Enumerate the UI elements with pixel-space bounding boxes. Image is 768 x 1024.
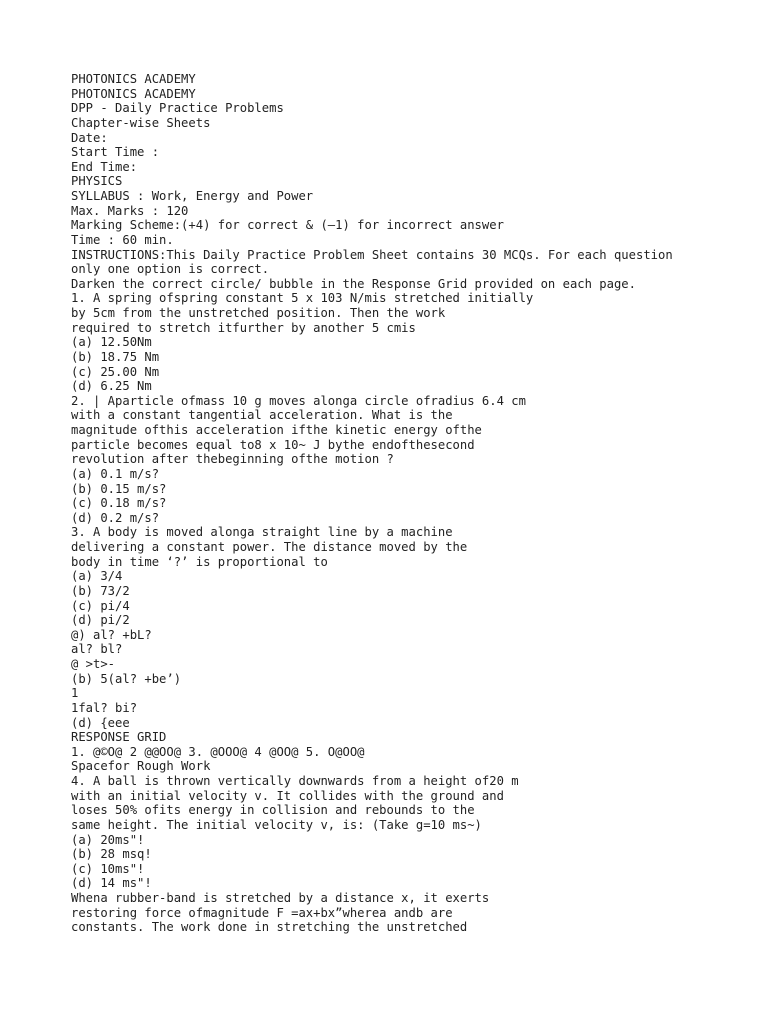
question-line: body in time ‘?’ is proportional to	[71, 554, 328, 569]
option-line: (a) 20ms"!	[71, 832, 145, 847]
text-line: 1fal? bi?	[71, 700, 138, 715]
option-line: (a) 3/4	[71, 569, 123, 584]
max-marks-line: Max. Marks : 120	[71, 203, 189, 218]
option-line: (c) 0.18 m/s?	[71, 496, 167, 511]
question-line: by 5cm from the unstretched position. Then the work	[71, 306, 446, 320]
question-line: with a constant tangential acceleration. What is the	[71, 408, 453, 423]
option-line: (c) 25.00 Nm	[71, 364, 160, 379]
question-line: same height. The initial velocity v, is: (Take g=10 ms~)	[71, 817, 482, 832]
syllabus-line: SYLLABUS : Work, Energy and Power	[71, 189, 314, 203]
text-line: (b) 5(al? +be’)	[71, 671, 182, 686]
text-line: 1	[71, 686, 79, 701]
subtitle-line: DPP - Daily Practice Problems	[71, 101, 284, 116]
instructions-line: INSTRUCTIONS:This Daily Practice Problem Sheet contains 30 MCQs. For each question	[71, 247, 673, 262]
text-line: (d) {eee	[71, 715, 130, 730]
question-line: 1. A spring ofspring constant 5 x 103 N/mis stretched initially	[71, 291, 534, 306]
marking-scheme-line: Marking Scheme:(+4) for correct & (—1) for incorrect answer	[71, 218, 504, 233]
option-line: (c) 10ms"!	[71, 861, 145, 876]
option-line: (d) pi/2	[71, 613, 130, 628]
question-line: 3. A body is moved alonga straight line by a machine	[71, 525, 453, 540]
question-line: required to stretch itfurther by another 5 cmis	[71, 320, 416, 335]
option-line: (d) 0.2 m/s?	[71, 510, 160, 525]
option-line: (b) 28 msq!	[71, 847, 152, 862]
time-line: Time : 60 min.	[71, 232, 174, 247]
rough-work-label: Spacefor Rough Work	[71, 759, 211, 774]
question-line: with an initial velocity v. It collides with the ground and	[71, 788, 504, 803]
text-line: al? bl?	[71, 642, 123, 657]
date-line: Date:	[71, 130, 108, 145]
option-line: (b) 0.15 m/s?	[71, 481, 167, 496]
question-line: restoring force ofmagnitude F =ax+bx”wherea andb are	[71, 905, 453, 920]
instructions-line: Darken the correct circle/ bubble in the Response Grid provided on each page.	[71, 276, 636, 291]
question-line: particle becomes equal to8 x 10~ J bythe endofthesecond	[71, 437, 475, 452]
question-line: revolution after thebeginning ofthe motion ?	[71, 452, 394, 467]
question-line: 4. A ball is thrown vertically downwards from a height of20 m	[71, 774, 519, 788]
option-line: (a) 12.50Nm	[71, 335, 152, 350]
end-time-line: End Time:	[71, 159, 138, 174]
option-line: (a) 0.1 m/s?	[71, 466, 160, 481]
question-line: Whena rubber-band is stretched by a distance x, it exerts	[71, 891, 490, 905]
text-line: @) al? +bL?	[71, 627, 152, 642]
question-line: delivering a constant power. The distance moved by the	[71, 540, 468, 554]
option-line: (d) 14 ms"!	[71, 876, 152, 891]
option-line: (b) 18.75 Nm	[71, 349, 160, 364]
text-line: @ >t>-	[71, 657, 116, 671]
header-line: PHOTONICS ACADEMY	[71, 86, 196, 101]
document-page	[71, 72, 751, 935]
question-line: constants. The work done in stretching the unstretched	[71, 920, 468, 935]
subject-line: PHYSICS	[71, 174, 123, 189]
header-line: PHOTONICS ACADEMY	[71, 72, 196, 86]
response-grid-row: 1. @©O@ 2 @@OO@ 3. @OOO@ 4 @OO@ 5. O@OO@	[71, 744, 365, 759]
question-line: loses 50% ofits energy in collision and rebounds to the	[71, 803, 475, 818]
option-line: (c) pi/4	[71, 598, 130, 613]
subtitle-line: Chapter-wise Sheets	[71, 115, 211, 130]
option-line: (b) 73/2	[71, 583, 130, 598]
instructions-line: only one option is correct.	[71, 262, 270, 277]
question-line: magnitude ofthis acceleration ifthe kinetic energy ofthe	[71, 423, 482, 437]
response-grid-heading: RESPONSE GRID	[71, 730, 167, 745]
question-line: 2. | Aparticle ofmass 10 g moves alonga circle ofradius 6.4 cm	[71, 393, 526, 408]
start-time-line: Start Time :	[71, 145, 160, 160]
option-line: (d) 6.25 Nm	[71, 379, 152, 394]
